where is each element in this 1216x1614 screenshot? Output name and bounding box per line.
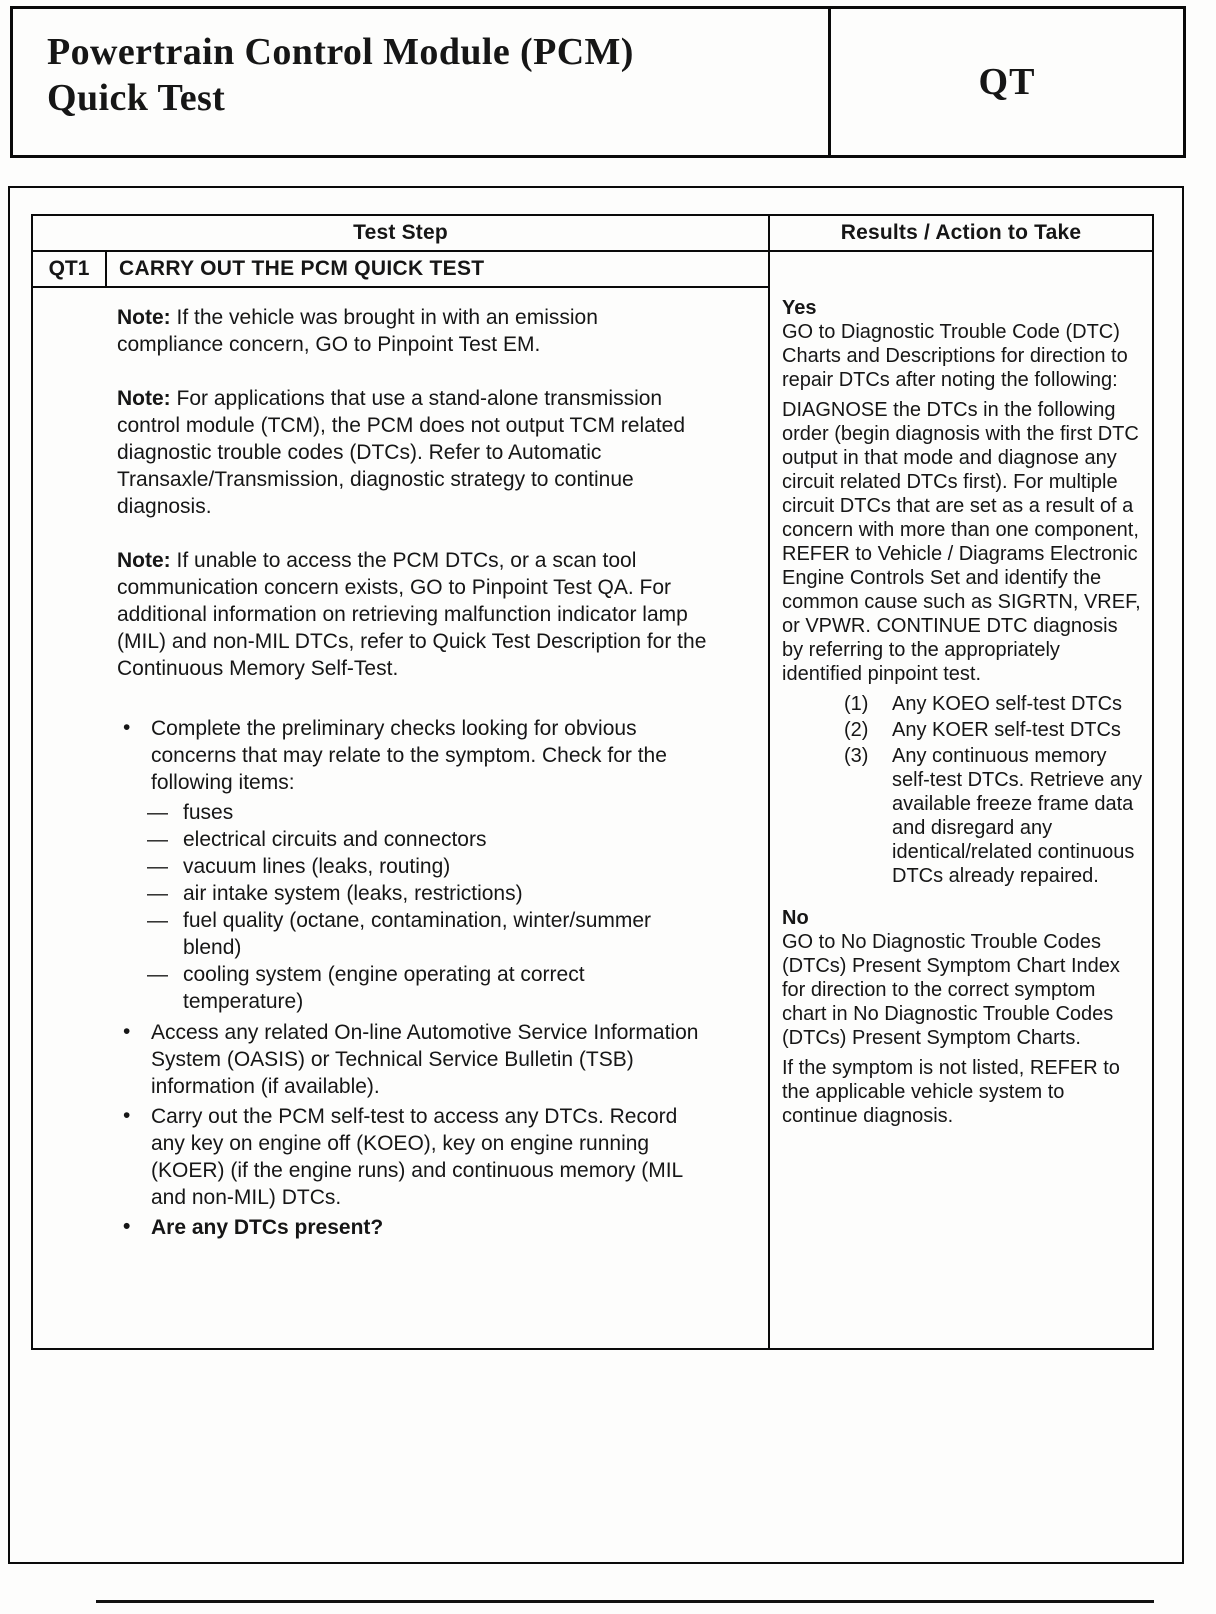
bullet-text: Carry out the PCM self-test to access any DTCs. Record any key on engine off (KOEO), key on engine running (KOER) (if the engine runs) and continuous memory (MIL and non-MIL) DTCs. [151, 1105, 683, 1209]
note-label: Note: [117, 549, 171, 572]
numbered-item [782, 718, 1144, 742]
note-paragraph [117, 547, 708, 682]
note-label: Note: [117, 387, 171, 410]
check-item [117, 853, 708, 880]
numbered-item-index: (2) [844, 719, 869, 741]
yes-label: Yes [782, 297, 817, 319]
check-item-text: vacuum lines (leaks, routing) [183, 855, 451, 878]
bullet-item-question [117, 1214, 708, 1241]
note-text: If the vehicle was brought in with an emission compliance concern, GO to Pinpoint Test EM. [117, 306, 598, 356]
yes-instructions: DIAGNOSE the DTCs in the following order (begin diagnosis with the first DTC output in that mode and diagnose any circuit related DTCs first). For multiple circuit DTCs that are set as a result of a concern with more than one component, REFER to Vehicle / Diagrams Electronic Engine Controls Set and identify the common cause such as SIGRTN, VREF, or VPWR. CONTINUE DTC diagnosis by referring to the appropriately identified pinpoint test. [782, 399, 1141, 685]
bullet-text: Complete the preliminary checks looking for obvious concerns that may relate to the symptom. Check for the following items: [151, 717, 667, 794]
page-header [10, 6, 1186, 158]
test-step-column-header: Test Step [33, 216, 768, 252]
check-item [117, 799, 708, 826]
no-label: No [782, 907, 809, 929]
numbered-item-index: (1) [844, 693, 869, 715]
check-item-text: fuses [183, 801, 234, 824]
note-text: If unable to access the PCM DTCs, or a scan tool communication concern exists, GO to Pinpoint Test QA. For additional information on retrieving malfunction indicator lamp (MIL) and non-MIL DTCs, refer to Quick Test Description for the Continuous Memory Self-Test. [117, 549, 707, 680]
note-paragraph [117, 304, 708, 358]
yes-intro: GO to Diagnostic Trouble Code (DTC) Charts and Descriptions for direction to repair DTCs after noting the following: [782, 321, 1128, 391]
numbered-item-text: Any KOER self-test DTCs [892, 719, 1121, 741]
document-title [13, 9, 828, 155]
scan-artifact-line [96, 1600, 1154, 1603]
bullet-item [117, 1019, 708, 1100]
check-item [117, 907, 708, 961]
content-frame [8, 186, 1184, 1564]
check-list [117, 799, 708, 1015]
note-label: Note: [117, 306, 171, 329]
check-item [117, 880, 708, 907]
check-item-text: air intake system (leaks, restrictions) [183, 882, 523, 905]
numbered-item-text: Any continuous memory self-test DTCs. Retrieve any available freeze frame data and disregard any identical/related continuous DTCs already repaired. [892, 745, 1143, 887]
section-code-text: QT [978, 61, 1036, 103]
results-column [770, 216, 1152, 1348]
numbered-item-index: (3) [844, 745, 869, 767]
no-footer: If the symptom is not listed, REFER to the applicable vehicle system to continue diagnosis. [782, 1057, 1120, 1127]
results-column-header: Results / Action to Take [770, 216, 1152, 252]
step-title-row [33, 252, 768, 288]
test-step-body [33, 288, 768, 1348]
check-item-text: fuel quality (octane, contamination, winter/summer blend) [183, 909, 652, 959]
note-text: For applications that use a stand-alone transmission control module (TCM), the PCM does not output TCM related diagnostic trouble codes (DTCs). Refer to Automatic Transaxle/Transmission, diagnostic strategy to continue diagnosis. [117, 387, 686, 518]
section-code-cell [828, 9, 1183, 155]
title-line-2: Quick Test [47, 77, 226, 119]
quick-test-table [31, 214, 1154, 1350]
numbered-item [782, 744, 1144, 888]
results-body [770, 252, 1152, 1348]
step-id: QT1 [33, 252, 107, 286]
check-item-text: cooling system (engine operating at correct temperature) [183, 963, 585, 1013]
step-title: CARRY OUT THE PCM QUICK TEST [119, 257, 485, 280]
bullet-item [117, 715, 708, 796]
numbered-item [782, 692, 1144, 716]
check-item [117, 961, 708, 1015]
no-instructions: GO to No Diagnostic Trouble Codes (DTCs) Present Symptom Chart Index for direction to the correct symptom chart in No Diagnostic Trouble Codes (DTCs) Present Symptom Charts. [782, 931, 1120, 1049]
note-paragraph [117, 385, 708, 520]
bullet-text: Access any related On-line Automotive Service Information System (OASIS) or Technical Service Bulletin (TSB) information (if available). [151, 1021, 699, 1098]
check-item [117, 826, 708, 853]
title-line-1: Powertrain Control Module (PCM) [47, 31, 634, 73]
numbered-item-text: Any KOEO self-test DTCs [892, 693, 1123, 715]
bullet-item [117, 1103, 708, 1211]
bullet-text: Are any DTCs present? [151, 1216, 384, 1239]
check-item-text: electrical circuits and connectors [183, 828, 487, 851]
test-step-column [33, 216, 770, 1348]
